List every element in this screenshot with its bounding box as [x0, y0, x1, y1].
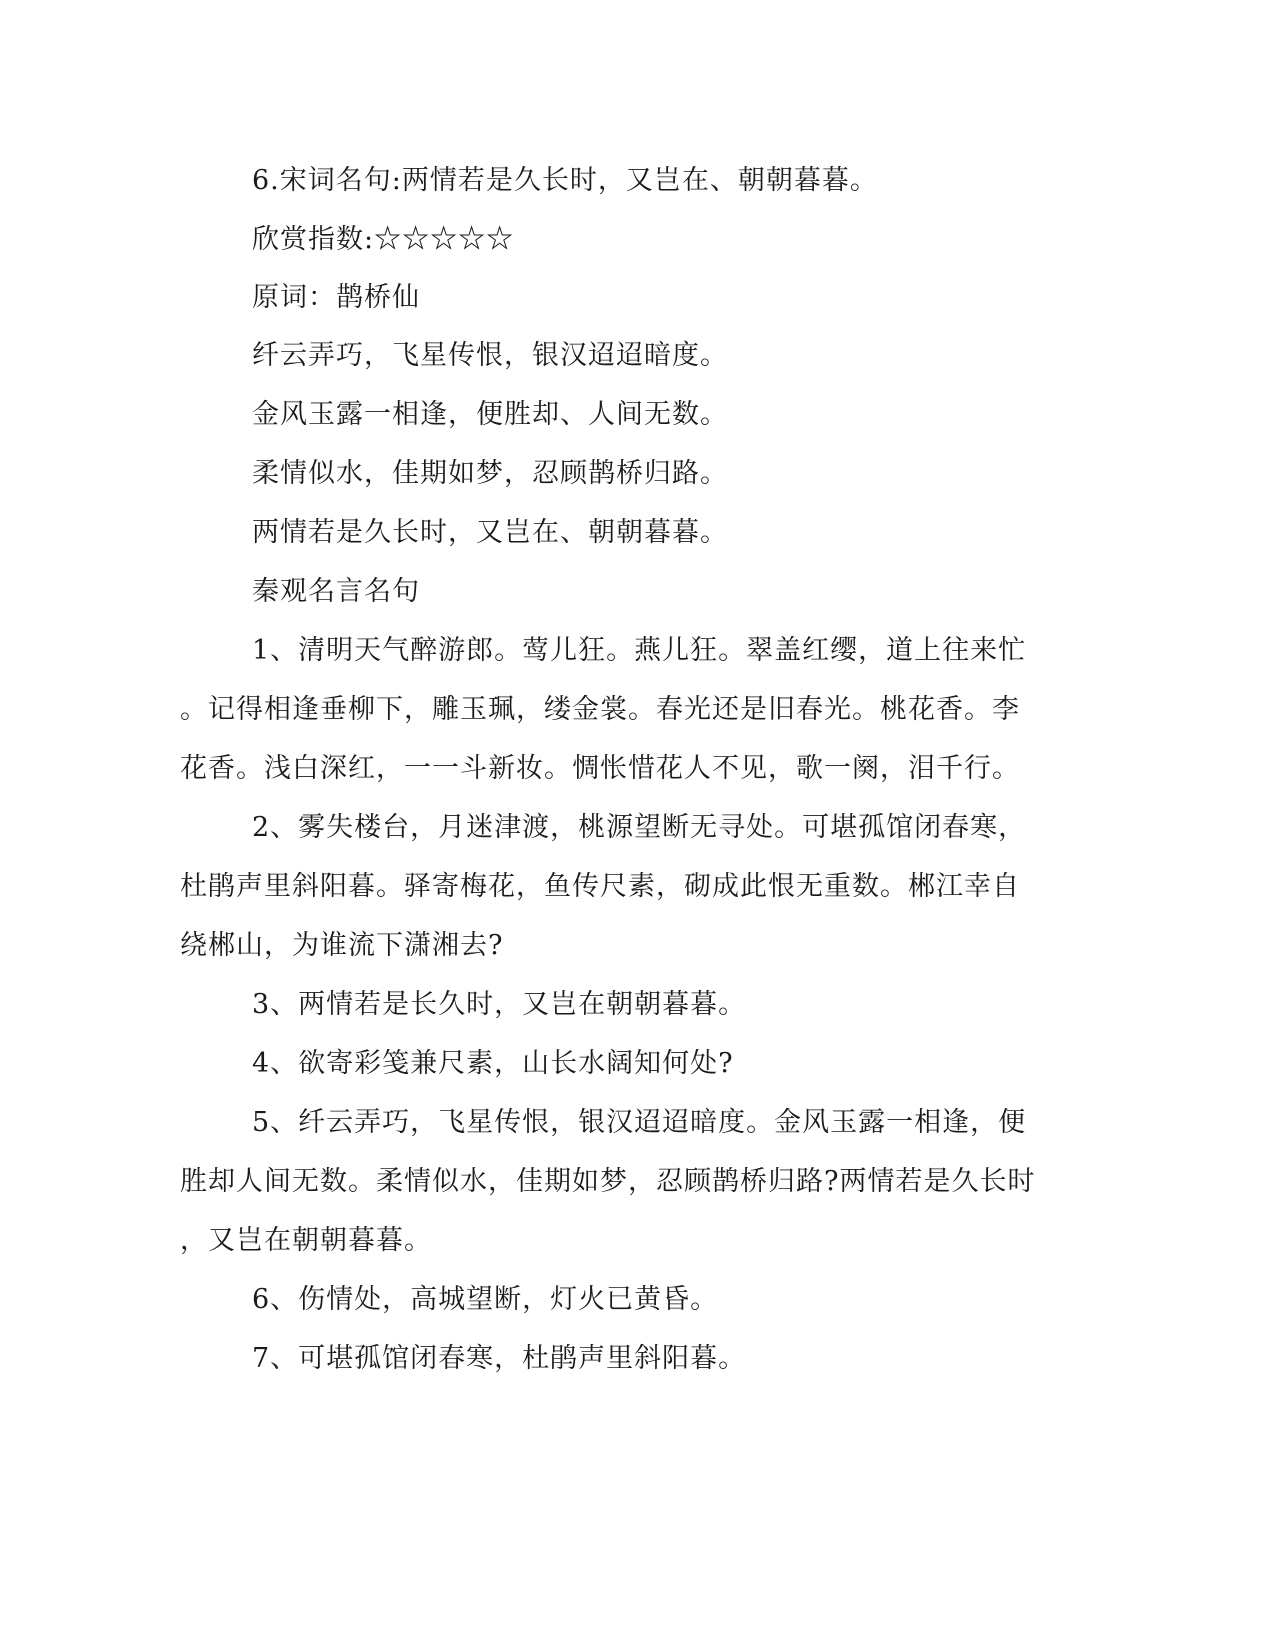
- quote-6: 6、伤情处，高城望断，灯火已黄昏。: [252, 1284, 719, 1315]
- quote-3: 3、两情若是长久时，又岂在朝朝暮暮。: [252, 989, 747, 1020]
- section-heading: 秦观名言名句: [252, 576, 420, 607]
- quote-5-line-2: 胜却人间无数。柔情似水，佳期如梦，忍顾鹊桥归路?两情若是久长时: [180, 1166, 1036, 1197]
- poem-line-4: 两情若是久长时，又岂在、朝朝暮暮。: [252, 517, 728, 548]
- quote-5-line-3: ，又岂在朝朝暮暮。: [180, 1225, 432, 1256]
- original-poem-title: 原词：鹊桥仙: [252, 282, 420, 313]
- poem-line-2: 金风玉露一相逢，便胜却、人间无数。: [252, 399, 728, 430]
- quote-1-line-3: 花香。浅白深红，一一斗新妆。惆怅惜花人不见，歌一阕，泪千行。: [180, 753, 1020, 784]
- quote-4: 4、欲寄彩笺兼尺素，山长水阔知何处?: [252, 1048, 734, 1079]
- poem-line-1: 纤云弄巧，飞星传恨，银汉迢迢暗度。: [252, 340, 728, 371]
- quote-7: 7、可堪孤馆闭春寒，杜鹃声里斜阳暮。: [252, 1343, 747, 1374]
- rating-line: 欣赏指数:☆☆☆☆☆: [252, 224, 515, 255]
- quote-2-line-2: 杜鹃声里斜阳暮。驿寄梅花，鱼传尺素，砌成此恨无重数。郴江幸自: [180, 871, 1020, 902]
- quote-1-line-1: 1、清明天气醉游郎。莺儿狂。燕儿狂。翠盖红缨，道上往来忙: [252, 635, 1027, 666]
- quote-2-line-3: 绕郴山，为谁流下潇湘去?: [180, 930, 504, 961]
- heading-famous-line: 6.宋词名句:两情若是久长时，又岂在、朝朝暮暮。: [252, 165, 878, 196]
- quote-1-line-2: 。记得相逢垂柳下，雕玉珮，缕金裳。春光还是旧春光。桃花香。李: [180, 694, 1020, 725]
- quote-5-line-1: 5、纤云弄巧，飞星传恨，银汉迢迢暗度。金风玉露一相逢，便: [252, 1107, 1027, 1138]
- poem-line-3: 柔情似水，佳期如梦，忍顾鹊桥归路。: [252, 458, 728, 489]
- quote-2-line-1: 2、雾失楼台，月迷津渡，桃源望断无寻处。可堪孤馆闭春寒，: [252, 812, 1027, 843]
